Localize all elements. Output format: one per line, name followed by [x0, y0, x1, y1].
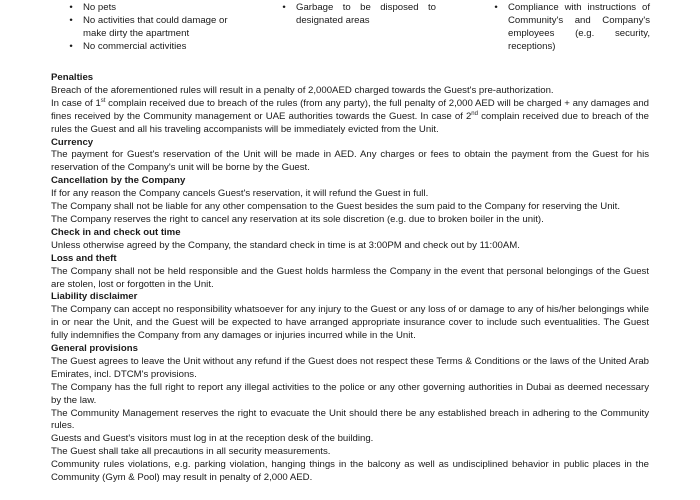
paragraph: The Company has the full right to report any illegal activities to the police or any other governing authorities in Dubai as deemed necessary by the law. [51, 381, 649, 406]
paragraph: If for any reason the Company cancels Guest's reservation, it will refund the Guest in full. [51, 188, 429, 200]
paragraph: The Company shall not be held responsible and the Guest holds harmless the Company in the event that personal belongings of the Guest are stolen, lost or forgotten in the Unit. [51, 265, 649, 290]
bullet-icon: • [494, 1, 498, 13]
section-heading-loss-theft: Loss and theft [51, 252, 117, 264]
list-item: • Compliance with instructions of Community's and Company's employees (e.g. security, receptions) [508, 2, 650, 54]
paragraph: The Company reserves the right to cancel any reservation at its sole discretion (e.g. due to broken boiler in the unit). [51, 213, 544, 225]
paragraph: The Guest shall take all precautions in all security measurements. [51, 446, 331, 458]
list-item: • No pets [83, 2, 248, 15]
paragraph: The Community Management reserves the right to evacuate the Unit should there be any established breach in adhering to the Community rules. [51, 407, 649, 432]
paragraph: Unless otherwise agreed by the Company, the standard check in time is at 3:00PM and check out by 11:00AM. [51, 239, 520, 251]
section-heading-checkin: Check in and check out time [51, 226, 181, 238]
list-item: • No activities that could damage or make dirty the apartment [83, 15, 248, 41]
section-heading-cancellation: Cancellation by the Company [51, 175, 186, 187]
section-heading-penalties: Penalties [51, 72, 94, 83]
paragraph: Guests and Guest's visitors must log in at the reception desk of the building. [51, 433, 374, 445]
paragraph: The Guest agrees to leave the Unit without any refund if the Guest does not respect these Terms & Conditions or the laws of the United Arab Emirates, incl. DTCM's provisions. [51, 355, 649, 380]
house-rules-columns [0, 0, 700, 69]
paragraph: The Company can accept no responsibility whatsoever for any injury to the Guest or any loss of or damage to any of his/her belongings while in or near the Unit, and the Guest will be expected to have arranged appropriate insurance cover to include such eventualities. The Guest fully indemnifies the Company from any damages or injuries incurred while in the Unit. [51, 304, 649, 342]
section-heading-general: General provisions [51, 343, 138, 355]
bullet-icon: • [69, 14, 73, 26]
section-heading-liability: Liability disclaimer [51, 291, 138, 303]
bullet-icon: • [282, 1, 286, 13]
section-heading-currency: Currency [51, 136, 94, 148]
paragraph: The payment for Guest's reservation of the Unit will be made in AED. Any charges or fees to obtain the payment from the Guest for his reservation of the Company's unit will be borne by the Guest. [51, 149, 649, 174]
bullet-icon: • [69, 40, 73, 52]
paragraph: Community rules violations, e.g. parking violation, hanging things in the balcony as well as undisciplined behavior in public places in the Community (Gym & Pool) may result in penalty of 2,000 AED. [51, 459, 649, 484]
bullet-icon: • [69, 1, 73, 13]
rules-column-1 [69, 0, 248, 54]
paragraph: In case of 1st complain received due to breach of the rules (from any party), the full penalty of 2,000 AED will be charged + any damages and fines received by the Community management or UAE authorities towards the Guest. In case of 2nd complain received due to breach of the rules the Guest and all his traveling accompanists will be immediately evicted from the Unit. [51, 97, 649, 135]
paragraph: Breach of the aforementioned rules will result in a penalty of 2,000AED charged towards the Guest's pre-authorization. [51, 84, 554, 96]
rules-column-2 [282, 0, 436, 28]
list-item: • No commercial activities [83, 41, 248, 54]
rules-column-3 [494, 0, 650, 54]
terms-body [51, 72, 649, 485]
paragraph: The Company shall not be liable for any other compensation to the Guest besides the sum paid to the Company for reserving the Unit. [51, 201, 621, 213]
list-item: • Garbage to be disposed to designated areas [296, 2, 436, 28]
